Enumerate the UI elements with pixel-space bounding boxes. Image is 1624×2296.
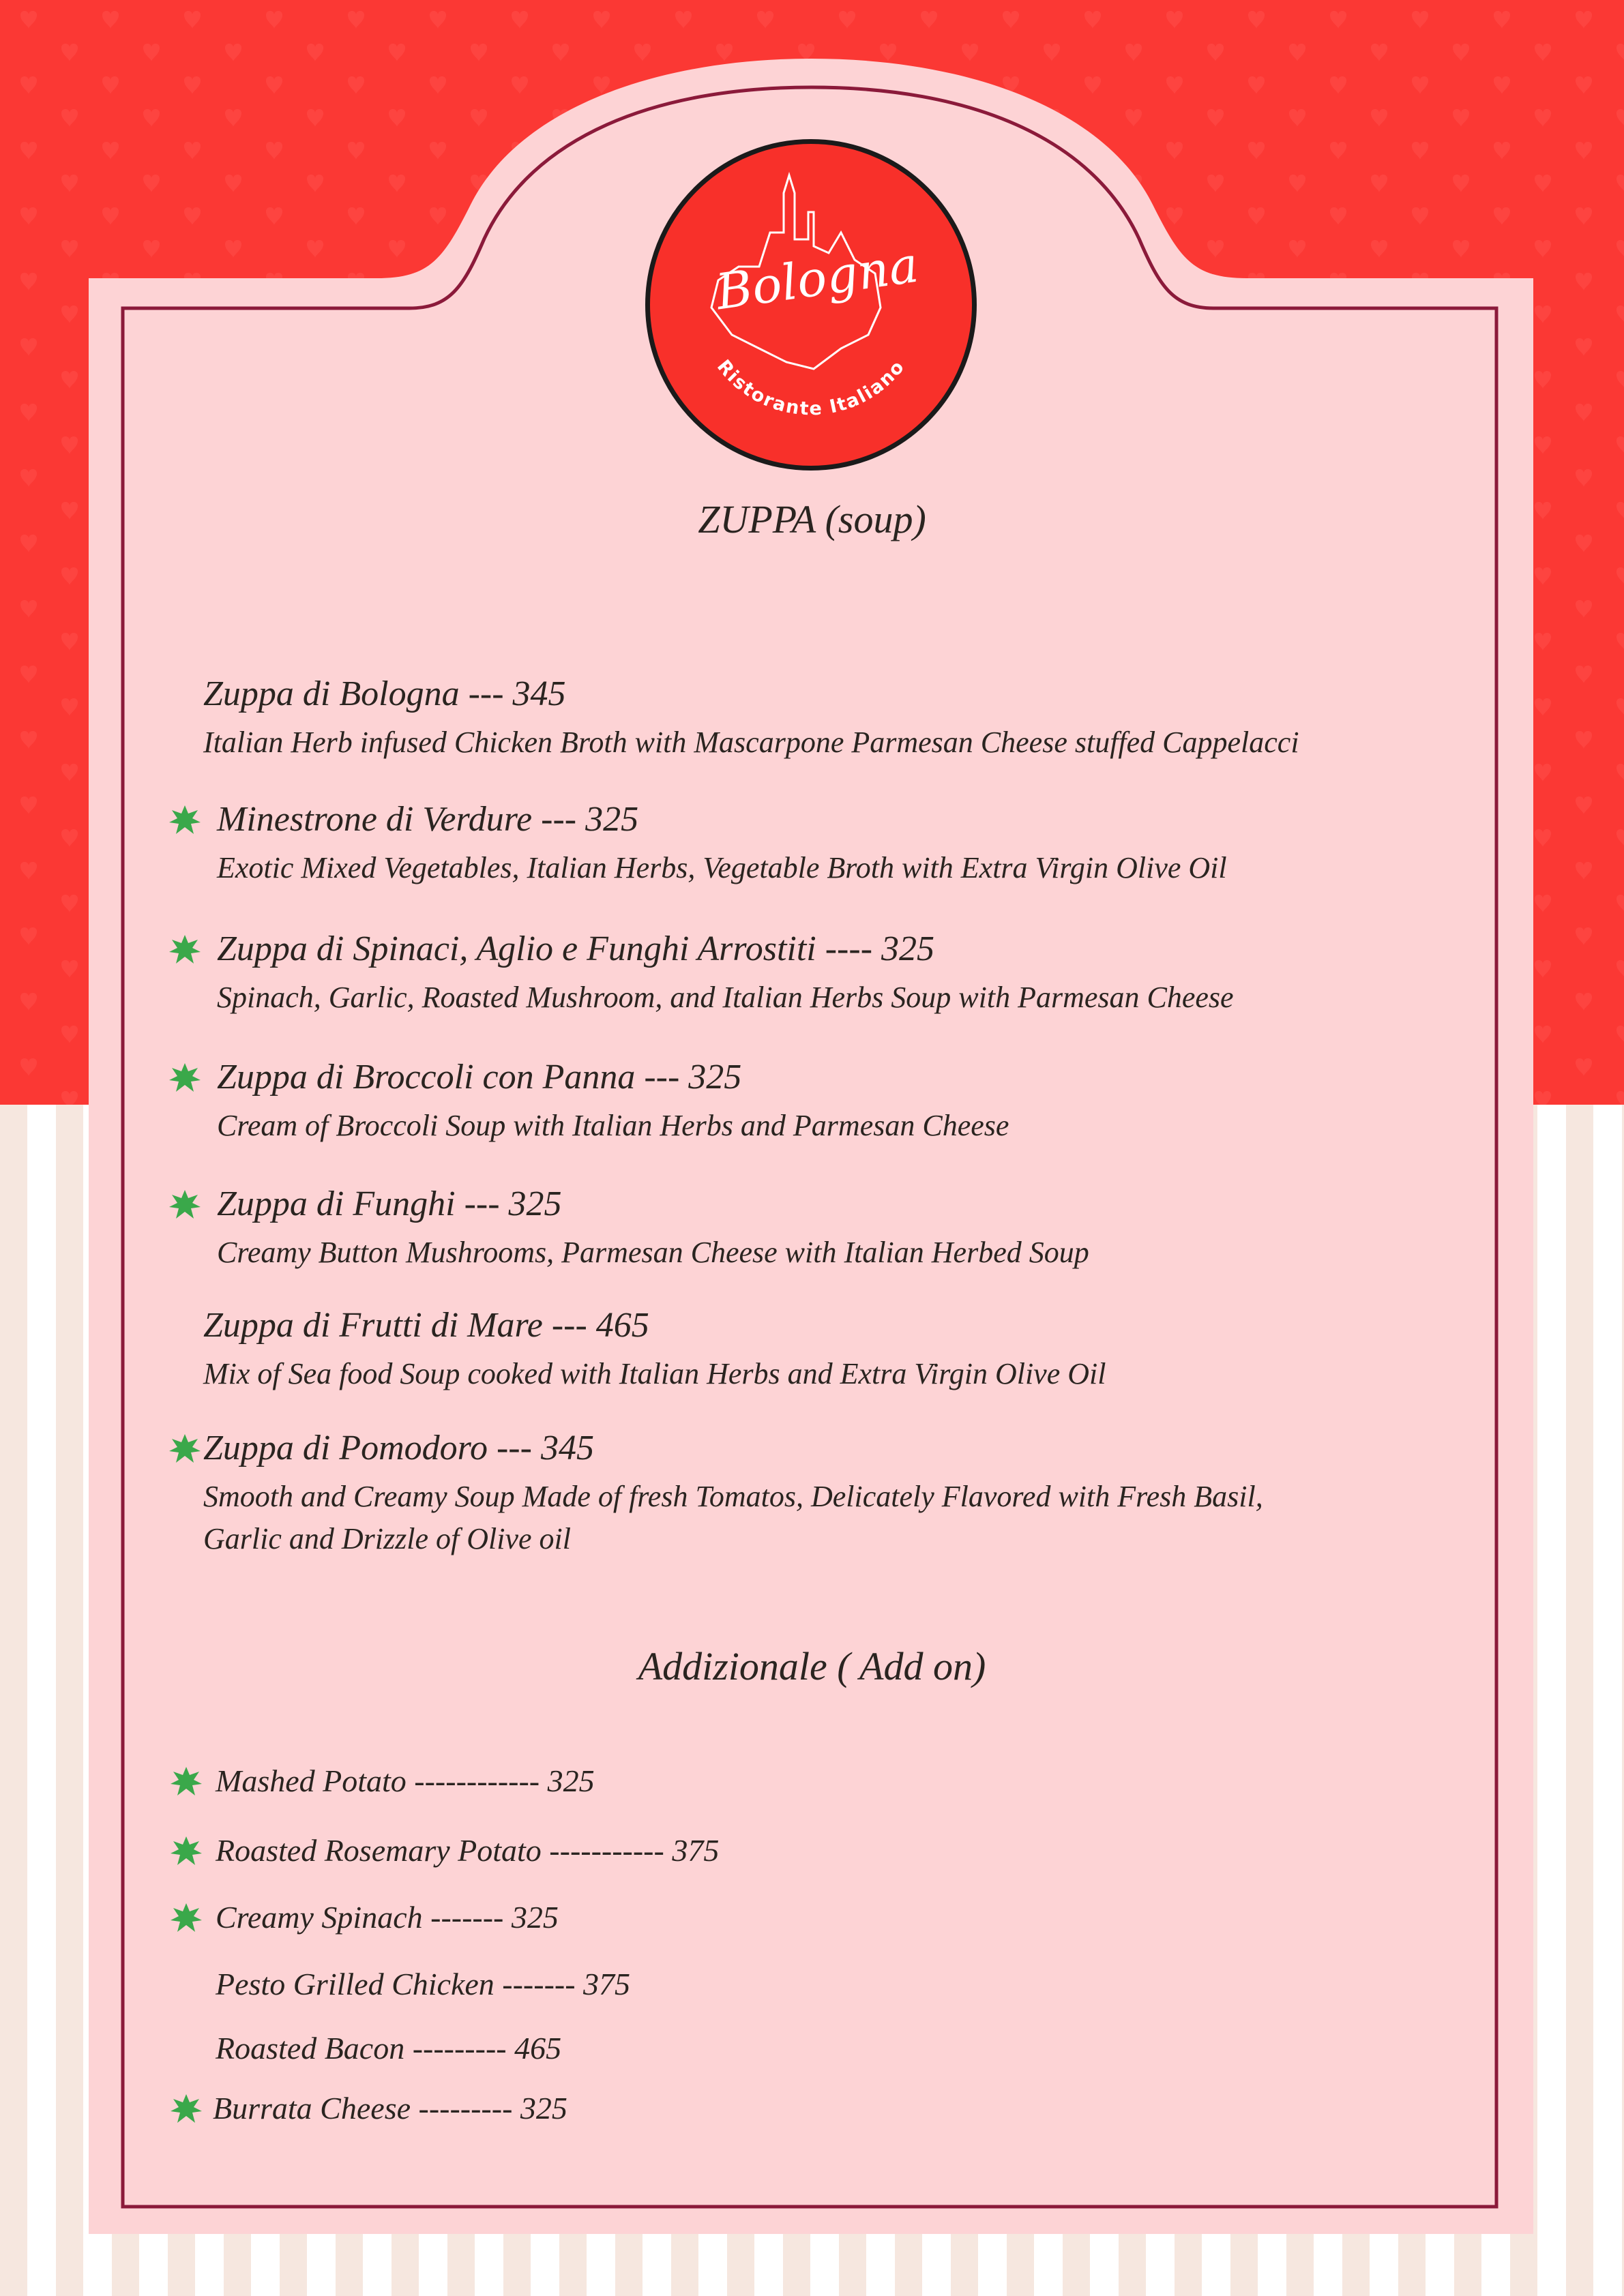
menu-item — [203, 1304, 1106, 1395]
green-leaf-icon — [169, 2092, 203, 2126]
green-leaf-icon — [168, 1432, 202, 1466]
soup-heading: ZUPPA (soup) — [698, 497, 926, 541]
green-leaf-icon — [168, 1188, 202, 1222]
green-leaf-icon — [169, 1834, 203, 1868]
item-title: Minestrone di Verdure --- 325 — [217, 800, 639, 839]
menu-item — [217, 927, 1234, 1019]
menu-item — [217, 1182, 1089, 1274]
menu-item — [217, 798, 1227, 889]
item-description: Mix of Sea food Soup cooked with Italian Herbs and Extra Virgin Olive Oil — [203, 1357, 1106, 1390]
green-leaf-icon — [169, 1901, 203, 1935]
addon-heading: Addizionale ( Add on) — [638, 1644, 986, 1688]
item-title: Zuppa di Pomodoro --- 345 — [203, 1429, 594, 1467]
addon-item: Mashed Potato ------------ 325 — [216, 1763, 595, 1798]
addon-item: Burrata Cheese --------- 325 — [213, 2091, 567, 2126]
item-title: Zuppa di Frutti di Mare --- 465 — [203, 1306, 649, 1345]
item-description: Spinach, Garlic, Roasted Mushroom, and Italian Herbs Soup with Parmesan Cheese — [217, 981, 1234, 1014]
svg-text:Ristorante Italiano — [713, 356, 909, 419]
logo-name: Bologna — [712, 235, 922, 321]
item-description: Creamy Button Mushrooms, Parmesan Cheese with Italian Herbed Soup — [217, 1236, 1089, 1269]
item-description-line2: Garlic and Drizzle of Olive oil — [203, 1522, 571, 1555]
bologna-logo — [645, 139, 977, 471]
addon-item: Creamy Spinach ------- 325 — [216, 1900, 559, 1935]
item-title: Zuppa di Spinaci, Aglio e Funghi Arrostiti ---- 325 — [217, 929, 935, 968]
item-description: Exotic Mixed Vegetables, Italian Herbs, Vegetable Broth with Extra Virgin Olive Oil — [217, 851, 1227, 884]
green-leaf-icon — [169, 1765, 203, 1799]
menu-item — [217, 1056, 1009, 1147]
addon-item: Pesto Grilled Chicken ------- 375 — [216, 1967, 631, 2001]
green-leaf-icon — [168, 933, 202, 967]
item-description: Italian Herb infused Chicken Broth with Mascarpone Parmesan Cheese stuffed Cappelacci — [203, 726, 1299, 759]
item-title: Zuppa di Bologna --- 345 — [203, 674, 566, 713]
item-title: Zuppa di Funghi --- 325 — [217, 1184, 562, 1223]
addon-item: Roasted Bacon --------- 465 — [216, 2031, 562, 2066]
green-leaf-icon — [168, 1061, 202, 1095]
menu-item — [203, 672, 1299, 764]
menu-item — [203, 1427, 1263, 1560]
logo-tagline: Ristorante Italiano — [712, 356, 910, 420]
green-leaf-icon — [168, 803, 202, 837]
item-title: Zuppa di Broccoli con Panna --- 325 — [217, 1058, 742, 1097]
item-description: Smooth and Creamy Soup Made of fresh Tomatos, Delicately Flavored with Fresh Basil, — [203, 1480, 1263, 1513]
addon-item: Roasted Rosemary Potato ----------- 375 — [216, 1833, 720, 1868]
item-description: Cream of Broccoli Soup with Italian Herbs and Parmesan Cheese — [217, 1109, 1009, 1142]
